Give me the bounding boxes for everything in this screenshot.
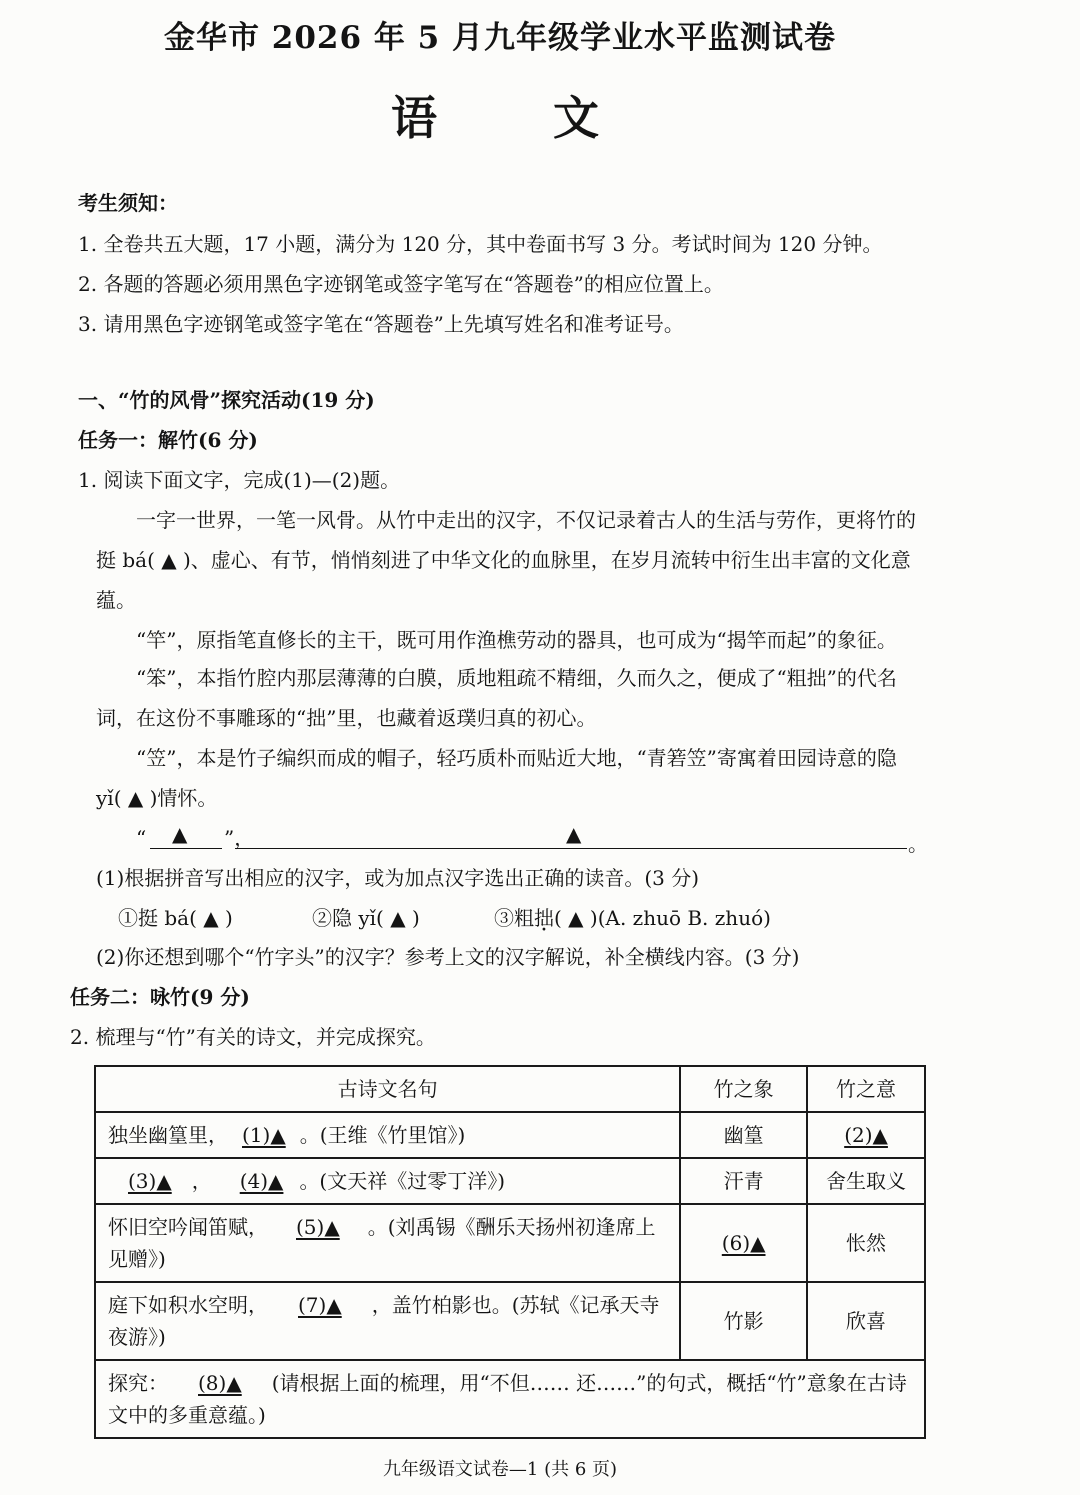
table-row xyxy=(95,1282,925,1360)
image-cell: 竹影 xyxy=(680,1282,807,1360)
notice-item: 2. 各题的答题必须用黑色字迹钢笔或签字笔写在“答题卷”的相应位置上。 xyxy=(78,272,724,296)
table-row xyxy=(95,1158,925,1204)
sub-question: (1)根据拼音写出相应的汉字，或为加点汉字选出正确的读音。(3 分) xyxy=(96,866,700,890)
image-cell: 幽篁 xyxy=(680,1112,807,1158)
table-header: 竹之意 xyxy=(807,1066,925,1112)
passage-line: 词，在这份不事雕琢的“拙”里，也藏着返璞归真的初心。 xyxy=(96,706,597,730)
poem-blank[interactable]: (1)▲ xyxy=(242,1123,286,1147)
table-row xyxy=(95,1204,925,1282)
poem-cell: 独坐幽篁里， (1)▲ 。(王维《竹里馆》) xyxy=(95,1112,680,1158)
notice-item: 1. 全卷共五大题，17 小题，满分为 120 分，其中卷面书写 3 分。考试时间为 120 分钟。 xyxy=(78,232,883,256)
notice-item: 3. 请用黑色字迹钢笔或签字笔在“答题卷”上先填写姓名和准考证号。 xyxy=(78,312,684,336)
dotted-char: 拙 xyxy=(534,906,554,930)
table-header: 竹之象 xyxy=(680,1066,807,1112)
notice-heading: 考生须知： xyxy=(78,191,178,215)
explore-row xyxy=(95,1360,925,1438)
fill-blank-explanation[interactable] xyxy=(235,848,907,849)
sub-item-prefix: ③粗 xyxy=(494,906,534,930)
fill-end: 。 xyxy=(908,832,928,856)
passage-line: “笨”，本指竹腔内那层薄薄的白膜，质地粗疏不精细，久而久之，便成了“粗拙”的代名 xyxy=(136,666,897,690)
poem-blank[interactable]: (3)▲ xyxy=(128,1169,172,1193)
passage-line: 一字一世界，一笔一风骨。从竹中走出的汉字，不仅记录着古人的生活与劳作，更将竹的 xyxy=(136,508,916,532)
exam-title: 金华市 2026 年 5 月九年级学业水平监测试卷 xyxy=(163,20,837,56)
meaning-cell: 欣喜 xyxy=(807,1282,925,1360)
meaning-blank[interactable]: (2)▲ xyxy=(844,1123,888,1147)
meaning-cell: 怅然 xyxy=(807,1204,925,1282)
poem-blank[interactable]: (4)▲ xyxy=(239,1169,284,1193)
question-intro: 1. 阅读下面文字，完成(1)—(2)题。 xyxy=(78,468,401,492)
fill-mark: ▲ xyxy=(566,822,582,846)
passage-line: “笠”，本是竹子编织而成的帽子，轻巧质朴而贴近大地，“青箬笠”寄寓着田园诗意的隐 xyxy=(136,746,897,770)
sub-item-suffix: ( ▲ )(A. zhuō B. zhuó) xyxy=(554,906,771,930)
fill-quote-close: ”， xyxy=(224,826,255,850)
meaning-cell: 舍生取义 xyxy=(807,1158,925,1204)
section-heading: 一、“竹的风骨”探究活动(19 分) xyxy=(78,388,375,412)
explore-text: (请根据上面的梳理，用“不但…… 还……”的句式，概括“竹”意象在古诗文中的多重意蕴。) xyxy=(108,1371,907,1427)
fill-mark: ▲ xyxy=(172,822,188,846)
image-blank[interactable]: (6)▲ xyxy=(721,1231,766,1255)
fill-blank-char[interactable] xyxy=(150,848,222,849)
sub-item xyxy=(494,905,771,931)
explore-label: 探究： xyxy=(108,1371,168,1395)
image-cell[interactable] xyxy=(680,1204,807,1282)
explore-blank[interactable]: (8)▲ xyxy=(198,1371,242,1395)
passage-line: “竿”，原指笔直修长的主干，既可用作渔樵劳动的器具，也可成为“揭竿而起”的象征。 xyxy=(136,628,897,652)
table-row xyxy=(95,1112,925,1158)
passage-line: 挺 bá( ▲ )、虚心、有节，悄悄刻进了中华文化的血脉里，在岁月流转中衍生出丰富的文化意 xyxy=(96,548,911,572)
poem-blank[interactable]: (7)▲ xyxy=(298,1293,342,1317)
poem-cell: 庭下如积水空明， (7)▲ ，盖竹柏影也。(苏轼《记承天寺夜游》) xyxy=(95,1282,680,1360)
task-heading: 任务一：解竹(6 分) xyxy=(78,428,258,452)
subject-title: 语 文 xyxy=(390,91,649,145)
poem-blank[interactable]: (5)▲ xyxy=(296,1215,340,1239)
explore-cell xyxy=(95,1360,925,1438)
fill-quote-open: “ xyxy=(136,826,147,850)
sub-item: ①挺 bá( ▲ ) xyxy=(118,906,233,930)
passage-line: 蕴。 xyxy=(96,588,136,612)
table-header: 古诗文名句 xyxy=(95,1066,680,1112)
poem-cell: (3)▲ ， (4)▲ 。(文天祥《过零丁洋》) xyxy=(95,1158,680,1204)
question-intro: 2. 梳理与“竹”有关的诗文，并完成探究。 xyxy=(70,1025,436,1049)
poem-table xyxy=(94,1065,926,1439)
sub-question: (2)你还想到哪个“竹字头”的汉字？参考上文的汉字解说，补全横线内容。(3 分) xyxy=(96,945,800,969)
image-cell: 汗青 xyxy=(680,1158,807,1204)
sub-item: ②隐 yǐ( ▲ ) xyxy=(312,906,420,930)
meaning-cell[interactable] xyxy=(807,1112,925,1158)
passage-line: yǐ( ▲ )情怀。 xyxy=(96,786,218,810)
page-footer: 九年级语文试卷—1 (共 6 页) xyxy=(382,1459,618,1480)
poem-cell: 怀旧空吟闻笛赋， (5)▲ 。(刘禹锡《酬乐天扬州初逢席上见赠》) xyxy=(95,1204,680,1282)
task-heading: 任务二：咏竹(9 分) xyxy=(70,985,250,1009)
